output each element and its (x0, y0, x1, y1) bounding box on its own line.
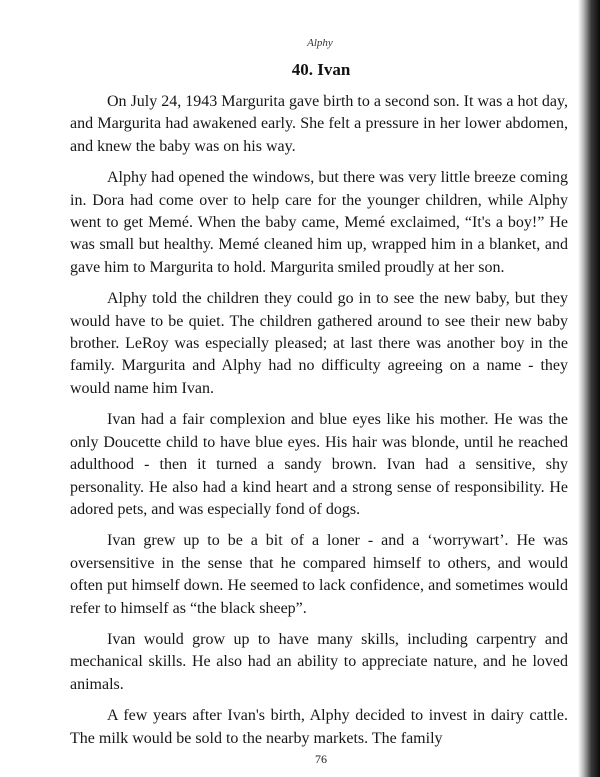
paragraph-3: Alphy told the children they could go in to see the new baby, but they would have to be quiet. The children gathered around to see their new baby brother. LeRoy was especially pleased; at last there was another boy in the family. Margurita and Alphy had no difficulty agreeing on a name - they would name him Ivan. (70, 290, 568, 397)
book-gutter-shadow (578, 0, 600, 777)
paragraph-5: Ivan grew up to be a bit of a loner - and a ‘worrywart’. He was oversensitive in the sense that he compared himself to others, and would often put himself down. He seemed to lack confidence, and sometimes would refer to himself as “the black sheep”. (70, 532, 568, 617)
paragraph-1: On July 24, 1943 Margurita gave birth to a second son. It was a hot day, and Margurita had awakened early. She felt a pressure in her lower abdomen, and knew the baby was on his way. (70, 93, 568, 155)
page-number: 76 (315, 752, 327, 766)
paragraph-6: Ivan would grow up to have many skills, including carpentry and mechanical skills. He also had an ability to appreciate nature, and he loved animals. (70, 630, 568, 693)
paragraph-2: Alphy had opened the windows, but there was very little breeze coming in. Dora had come over to help care for the younger children, while Alphy went to get Memé. When the baby came, Memé exclaimed, “It's a boy!” He was small but healthy. Memé cleaned him up, wrapped him in a blanket, and gave him to Margurita to hold. Margurita smiled proudly at her son. (70, 169, 568, 276)
running-head: Alphy (307, 37, 333, 49)
body-text (70, 91, 568, 759)
chapter-title: 40. Ivan (291, 60, 351, 79)
paragraph-4: Ivan had a fair complexion and blue eyes like his mother. He was the only Doucette child to have blue eyes. His hair was blonde, until he reached adulthood - then it turned a sandy brown. Ivan had a sensitive, shy personality. He also had a kind heart and a strong sense of responsibility. He adored pets, and was especially fond of dogs. (70, 411, 568, 518)
paragraph-7: A few years after Ivan's birth, Alphy decided to invest in dairy cattle. The milk would be sold to the nearby markets. The family (70, 707, 568, 747)
